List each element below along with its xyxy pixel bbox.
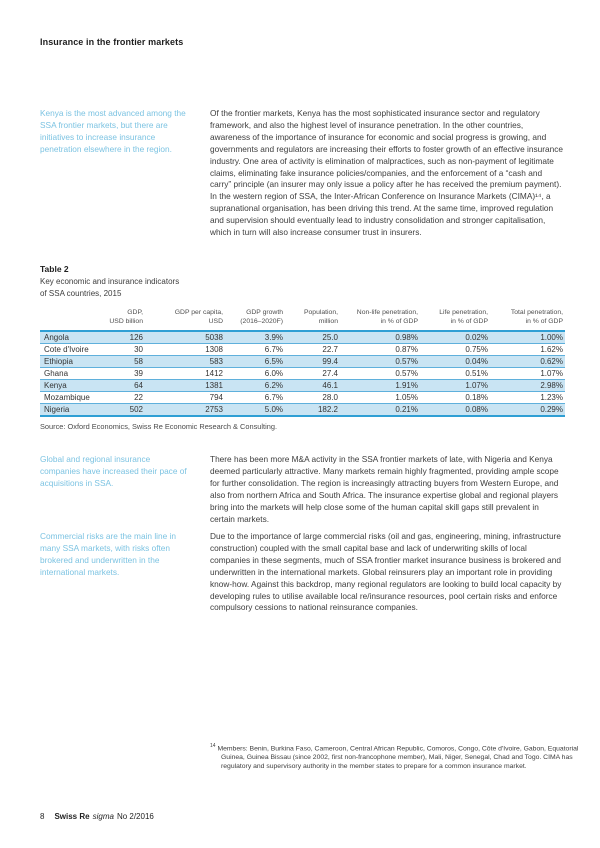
value-cell: 0.21% — [340, 403, 420, 416]
value-cell: 1.00% — [490, 331, 565, 344]
page-title: Insurance in the frontier markets — [40, 37, 184, 47]
country-cell: Nigeria — [40, 403, 100, 416]
table-row — [40, 343, 565, 355]
section-kenya-regulation — [40, 108, 565, 239]
table-caption — [40, 264, 179, 299]
column-header: GDP, USD billion — [109, 309, 143, 325]
value-cell: 25.0 — [285, 331, 340, 344]
value-cell: 6.2% — [225, 379, 285, 391]
table-row — [40, 367, 565, 379]
ssa-indicators-table — [40, 309, 565, 417]
value-cell: 0.29% — [490, 403, 565, 416]
value-cell: 0.08% — [420, 403, 490, 416]
margin-note-acquisitions: Global and regional insurance companies have increased their pace of acquisitions in SSA. — [40, 454, 187, 488]
value-cell: 39 — [100, 367, 145, 379]
value-cell: 583 — [145, 355, 225, 367]
value-cell: 1.23% — [490, 391, 565, 403]
margin-note-kenya: Kenya is the most advanced among the SSA frontier markets, but there are initiatives to increase insurance penetration elsewhere in the region. — [40, 108, 186, 154]
value-cell: 0.98% — [340, 331, 420, 344]
footnote-marker: 14 — [210, 743, 216, 749]
value-cell: 1.07% — [420, 379, 490, 391]
value-cell: 64 — [100, 379, 145, 391]
column-header: Total penetration, in % of GDP — [510, 309, 563, 325]
value-cell: 99.4 — [285, 355, 340, 367]
country-cell: Ethiopia — [40, 355, 100, 367]
table-caption-line1: Key economic and insurance indicators — [40, 277, 180, 286]
value-cell: 6.7% — [225, 391, 285, 403]
value-cell: 6.7% — [225, 343, 285, 355]
table-row — [40, 391, 565, 403]
value-cell: 2.98% — [490, 379, 565, 391]
table-header-row — [40, 309, 565, 331]
table-row — [40, 403, 565, 416]
value-cell: 28.0 — [285, 391, 340, 403]
value-cell: 182.2 — [285, 403, 340, 416]
value-cell: 22.7 — [285, 343, 340, 355]
page-footer — [40, 812, 154, 821]
value-cell: 1.62% — [490, 343, 565, 355]
column-header: Non-life penetration, in % of GDP — [356, 309, 418, 325]
value-cell: 1.91% — [340, 379, 420, 391]
column-header: GDP per capita, USD — [174, 309, 223, 325]
value-cell: 6.0% — [225, 367, 285, 379]
footnote-text: Members: Benin, Burkina Faso, Cameroon, Central African Republic, Comoros, Congo, Côte d'Ivoire, Gabon, Equatorial Guinea, Guinea Bissau (since 2002, first non-francophone member), Mali, Niger, Senegal, Chad and Togo. CIMA has regulatory and supervisory authority in the member states to prepare for a common insurance market. — [217, 745, 579, 771]
journal-name: sigma — [92, 812, 114, 821]
value-cell: 0.75% — [420, 343, 490, 355]
country-cell: Mozambique — [40, 391, 100, 403]
section-ma-activity — [40, 454, 565, 525]
value-cell: 0.51% — [420, 367, 490, 379]
country-header — [40, 309, 100, 331]
table-row — [40, 379, 565, 391]
table-source: Source: Oxford Economics, Swiss Re Economic Research & Consulting. — [40, 422, 278, 431]
value-cell: 30 — [100, 343, 145, 355]
value-cell: 0.57% — [340, 367, 420, 379]
country-cell: Kenya — [40, 379, 100, 391]
body-paragraph-kenya: Of the frontier markets, Kenya has the most sophisticated insurance sector and regulatory framework, and also the highest level of insurance penetration. In the other countries, awareness of the importance of insurance for economic and social progress is growing, and governments and regulators are increasing their efforts to foster growth of an effective insurance industry. One area of activity is elimination of malpractices, such as non-payment of legitimate claims, eliminating fake insurance policies/companies, and the enforcement of a “cash and carry” principle (an insurer may only issue a policy after he has received the premium payment). In the western region of SSA, the Inter-African Conference on Insurance Markets (CIMA)¹⁴, a supranational organisation, has been driving this trend. At the same time, improved regulation and supervision should eventually lead to industry consolidation and stronger capitalisation, which in turn will also increase consumer trust in insurers. — [210, 108, 563, 238]
body-paragraph-commercial: Due to the importance of large commercial risks (oil and gas, engineering, mining, infrastructure construction) coupled with the small capital base and lack of underwriting skills of local companies in these segments, much of SSA frontier market insurance business is brokered and underwritten in the international markets. Global reinsurers play an important role in providing know-how. Against this backdrop, many regional regulators are looking to build local capacity by developing rules to utilise available local re/insurance resources, pool certain risks and enforce compulsory cessions to national reinsurance companies. — [210, 531, 562, 613]
value-cell: 1.05% — [340, 391, 420, 403]
value-cell: 794 — [145, 391, 225, 403]
margin-note-commercial: Commercial risks are the main line in many SSA markets, with risks often brokered and underwritten in the international markets. — [40, 531, 177, 577]
value-cell: 2753 — [145, 403, 225, 416]
value-cell: 0.57% — [340, 355, 420, 367]
table-row — [40, 355, 565, 367]
table-caption-line2: of SSA countries, 2015 — [40, 288, 122, 298]
section-commercial-risks — [40, 531, 565, 614]
country-cell: Cote d'Ivoire — [40, 343, 100, 355]
country-cell: Angola — [40, 331, 100, 344]
table-body — [40, 331, 565, 416]
value-cell: 3.9% — [225, 331, 285, 344]
value-cell: 1381 — [145, 379, 225, 391]
value-cell: 1.07% — [490, 367, 565, 379]
table-row — [40, 331, 565, 344]
value-cell: 6.5% — [225, 355, 285, 367]
footnote — [210, 742, 579, 772]
value-cell: 5.0% — [225, 403, 285, 416]
value-cell: 58 — [100, 355, 145, 367]
brand-name: Swiss Re — [54, 812, 90, 821]
value-cell: 0.18% — [420, 391, 490, 403]
country-cell: Ghana — [40, 367, 100, 379]
value-cell: 0.02% — [420, 331, 490, 344]
value-cell: 0.62% — [490, 355, 565, 367]
value-cell: 1412 — [145, 367, 225, 379]
body-paragraph-ma: There has been more M&A activity in the SSA frontier markets of late, with Nigeria and Kenya deemed particularly attractive. Many markets remain highly fragmented, providing ample scope for further consolidation. The region is increasingly attracting buyers from Western Europe, and also from northern Africa and South Africa. The insurance expertise global and regional players bring into the markets will help close some of the human capital skill gaps still prevalent in certain markets. — [210, 454, 559, 524]
value-cell: 0.87% — [340, 343, 420, 355]
column-header: Population, million — [303, 309, 338, 325]
column-header: GDP growth (2016–2020F) — [240, 309, 283, 325]
value-cell: 1308 — [145, 343, 225, 355]
value-cell: 46.1 — [285, 379, 340, 391]
value-cell: 5038 — [145, 331, 225, 344]
page-number: 8 — [40, 812, 45, 821]
table-label: Table 2 — [40, 264, 69, 274]
column-header: Life penetration, in % of GDP — [439, 309, 488, 325]
value-cell: 22 — [100, 391, 145, 403]
value-cell: 0.04% — [420, 355, 490, 367]
value-cell: 502 — [100, 403, 145, 416]
value-cell: 126 — [100, 331, 145, 344]
value-cell: 27.4 — [285, 367, 340, 379]
issue-label: No 2/2016 — [116, 812, 154, 821]
